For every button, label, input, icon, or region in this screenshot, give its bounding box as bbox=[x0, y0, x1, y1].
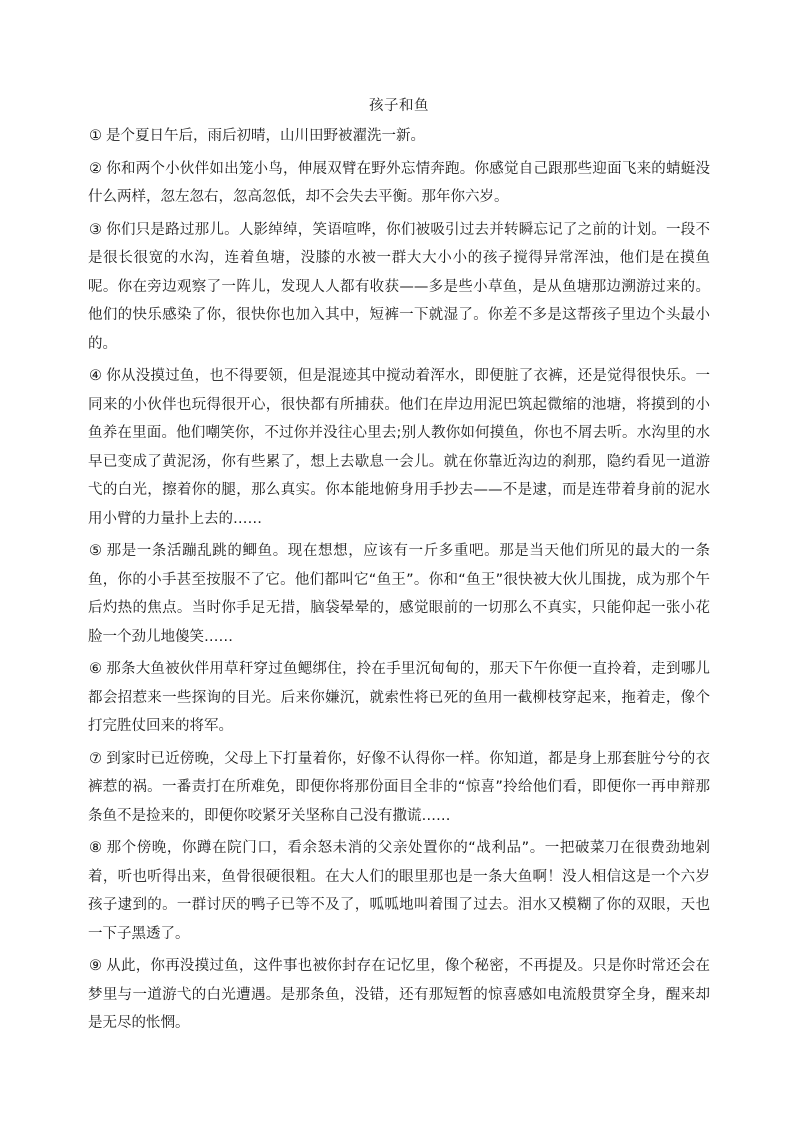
paragraph-number: ⑤ bbox=[89, 543, 102, 559]
paragraph-text: 你从没摸过鱼，也不得要领，但是混迹其中搅动着浑水，即便脏了衣裤，还是觉得很快乐。一同来的小伙伴也玩得很开心，很快都有所捕获。他们在岸边用泥巴筑起微缩的池塘，将摸到的小鱼养在里面。他们嘲笑你，不过你并没往心里去;别人教你如何摸鱼，你也不屑去听。水沟里的水早已变成了黄泥汤，你有些累了，想上去歇息一会儿。就在你靠近沟边的刹那，隐约看见一道游弋的白光，擦着你的腿，那么真实。你本能地俯身用手抄去——不是逮，而是连带着身前的泥水用小臂的力量扑上去的…… bbox=[88, 368, 710, 527]
paragraph-number: ⑦ bbox=[89, 750, 102, 767]
document-title: 孩子和鱼 bbox=[369, 98, 429, 114]
paragraph-text: 那条大鱼被伙伴用草秆穿过鱼鳃绑住，拎在手里沉甸甸的，那天下午你便一直拎着，走到哪儿都会招惹来一些探询的目光。后来你嫌沉，就索性将已死的鱼用一截柳枝穿起来，拖着走，像个打完胜仗回来的将军。 bbox=[88, 661, 710, 734]
paragraph-number: ② bbox=[89, 160, 102, 177]
paragraph-5 bbox=[88, 537, 710, 651]
paragraph-number: ④ bbox=[89, 368, 102, 384]
paragraph-9 bbox=[88, 952, 710, 1038]
paragraph-4 bbox=[88, 362, 710, 533]
document-page bbox=[88, 96, 710, 1042]
paragraph-2 bbox=[88, 155, 710, 212]
paragraph-text: 那是一条活蹦乱跳的鲫鱼。现在想想，应该有一斤多重吧。那是当天他们所见的最大的一条鱼，你的小手甚至按服不了它。他们都叫它“鱼王”。你和“鱼王”很快被大伙儿围拢，成为那个午后灼热的焦点。当时你手足无措，脑袋晕晕的，感觉眼前的一切那么不真实，只能仰起一张小花脸一个劲儿地傻笑…… bbox=[88, 543, 710, 645]
paragraph-3 bbox=[88, 216, 710, 359]
paragraph-7 bbox=[88, 745, 710, 831]
paragraph-number: ⑨ bbox=[89, 958, 102, 974]
paragraph-8 bbox=[88, 834, 710, 948]
paragraph-text: 你和两个小伙伴如出笼小鸟，伸展双臂在野外忘情奔跑。你感觉自己跟那些迎面飞来的蜻蜓没什么两样，忽左忽右，忽高忽低，却不会失去平衡。那年你六岁。 bbox=[88, 160, 710, 205]
paragraph-number: ③ bbox=[89, 221, 102, 238]
paragraph-1 bbox=[88, 122, 710, 151]
paragraph-6 bbox=[88, 655, 710, 741]
paragraph-text: 从此，你再没摸过鱼，这件事也被你封存在记忆里，像个秘密，不再提及。只是你时常还会在梦里与一道游弋的白光遭遇。是那条鱼，没错，还有那短暂的惊喜感如电流般贯穿全身，醒来却是无尽的怅惘。 bbox=[88, 958, 710, 1031]
paragraph-number: ① bbox=[89, 128, 102, 144]
paragraph-text: 到家时已近傍晚，父母上下打量着你，好像不认得你一样。你知道，都是身上那套脏兮兮的衣裤惹的祸。一番责打在所难免，即便你将那份面目全非的“惊喜”拎给他们看，即便你一再申辩那条鱼不是捡来的，即便你咬紧牙关坚称自己没有撒谎…… bbox=[88, 750, 710, 824]
paragraph-number: ⑥ bbox=[89, 661, 102, 677]
paragraph-text: 是个夏日午后，雨后初晴，山川田野被濯洗一新。 bbox=[106, 128, 425, 144]
paragraph-number: ⑧ bbox=[89, 840, 102, 856]
paragraph-text: 那个傍晚，你蹲在院门口，看余怒未消的父亲处置你的“战利品”。一把破菜刀在很费劲地剁着，听也听得出来，鱼骨很硬很粗。在大人们的眼里那也是一条大鱼啊！没人相信这是一个六岁孩子逮到的。一群讨厌的鸭子已等不及了，呱呱地叫着围了过去。泪水又模糊了你的双眼，天也一下子黑透了。 bbox=[88, 840, 710, 942]
paragraph-text: 你们只是路过那儿。人影绰绰，笑语喧哗，你们被吸引过去并转瞬忘记了之前的计划。一段不是很长很宽的水沟，连着鱼塘，没膝的水被一群大大小小的孩子搅得异常浑浊，他们是在摸鱼呢。你在旁边观察了一阵儿，发现人人都有收获——多是些小草鱼，是从鱼塘那边溯游过来的。他们的快乐感染了你，很快你也加入其中，短裤一下就湿了。你差不多是这帮孩子里边个头最小的。 bbox=[88, 221, 710, 352]
